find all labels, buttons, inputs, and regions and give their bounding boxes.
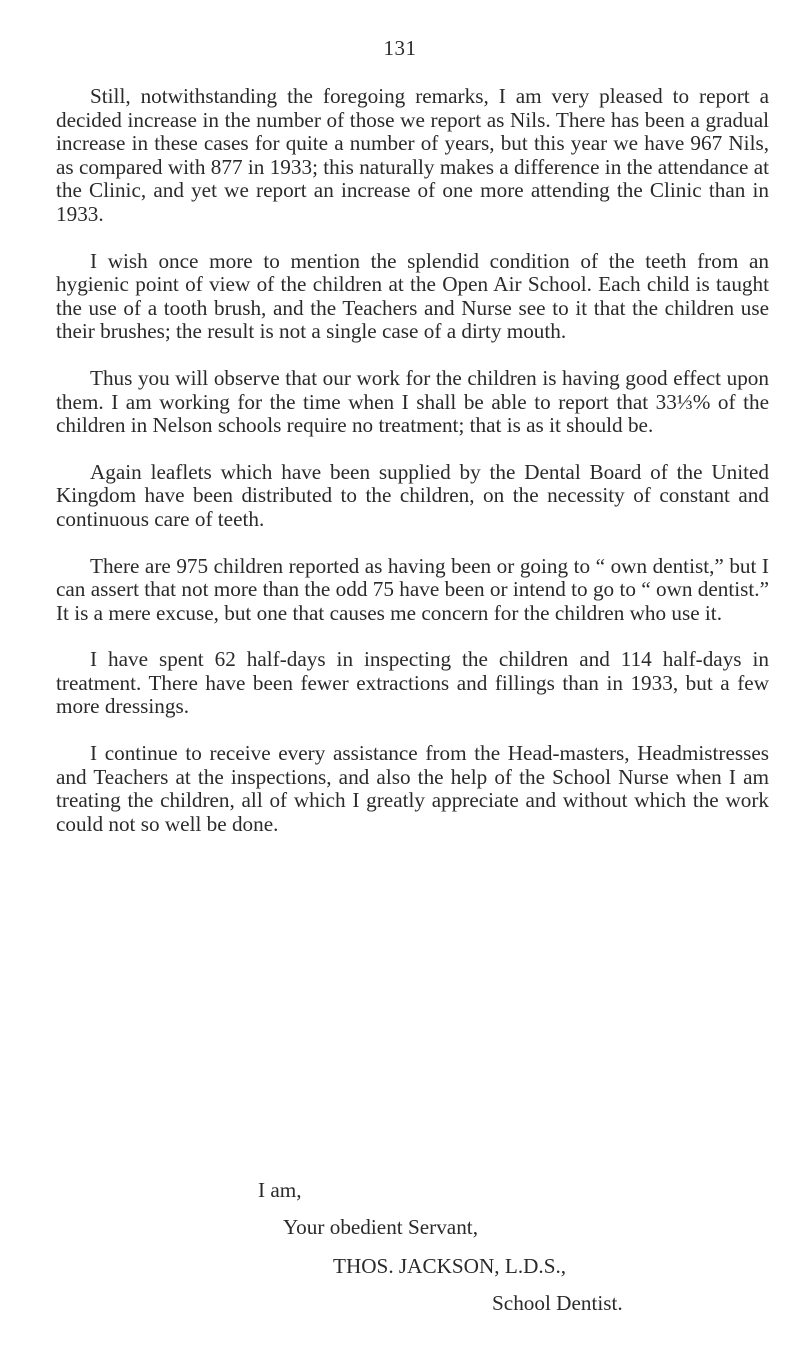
paragraph-open-air-school: I wish once more to mention the splendid condition of the teeth from an hygienic point of view of the children at the Open Air School. Each child is taught the use of a tooth brush, and the Teachers and Nurse see to it that the children use their brushes; the result is not a single case of a dirty mouth.	[56, 248, 769, 344]
paragraph-nils-increase: Still, notwithstanding the foregoing remarks, I am very pleased to report a decided increase in the number of those we report as Nils. There has been a gradual increase in these cases for quite a number of years, but this year we have 967 Nils, as compared with 877 in 1933; this naturally makes a difference in the attendance at the Clinic, and yet we report an increase of one more attending the Clinic than in 1933.	[56, 84, 769, 226]
paragraph-good-effect: Thus you will observe that our work for the children is having good effect upon them. I am working for the time when I shall be able to report that 33⅓% of the children in Nelson schools require no treatment; that is as it should be.	[56, 365, 769, 438]
paragraph-assistance: I continue to receive every assistance from the Head-masters, Headmistresses and Teachers at the inspections, and also the help of the School Nurse when I am treating the children, all of which I greatly appreciate and without which the work could not so well be done.	[56, 741, 769, 836]
signature-title: School Dentist.	[492, 1291, 623, 1315]
body-text	[56, 85, 769, 859]
paragraph-own-dentist: There are 975 children reported as having been or going to “ own dentist,” but I can assert that not more than the odd 75 have been or intend to go to “ own dentist.” It is a mere excuse, but one that causes me concern for the children who use it.	[56, 553, 769, 625]
paragraph-leaflets: Again leaflets which have been supplied by the Dental Board of the United Kingdom have been distributed to the children, on the necessity of constant and continuous care of teeth.	[56, 459, 769, 531]
closing-complimentary: Your obedient Servant,	[283, 1215, 478, 1239]
closing-salutation: I am,	[258, 1178, 302, 1202]
signature-name: THOS. JACKSON, L.D.S.,	[333, 1254, 567, 1278]
page-number: 131	[383, 36, 417, 60]
paragraph-half-days: I have spent 62 half-days in inspecting the children and 114 half-days in treatment. There have been fewer extractions and fillings than in 1933, but a few more dressings.	[56, 647, 769, 719]
